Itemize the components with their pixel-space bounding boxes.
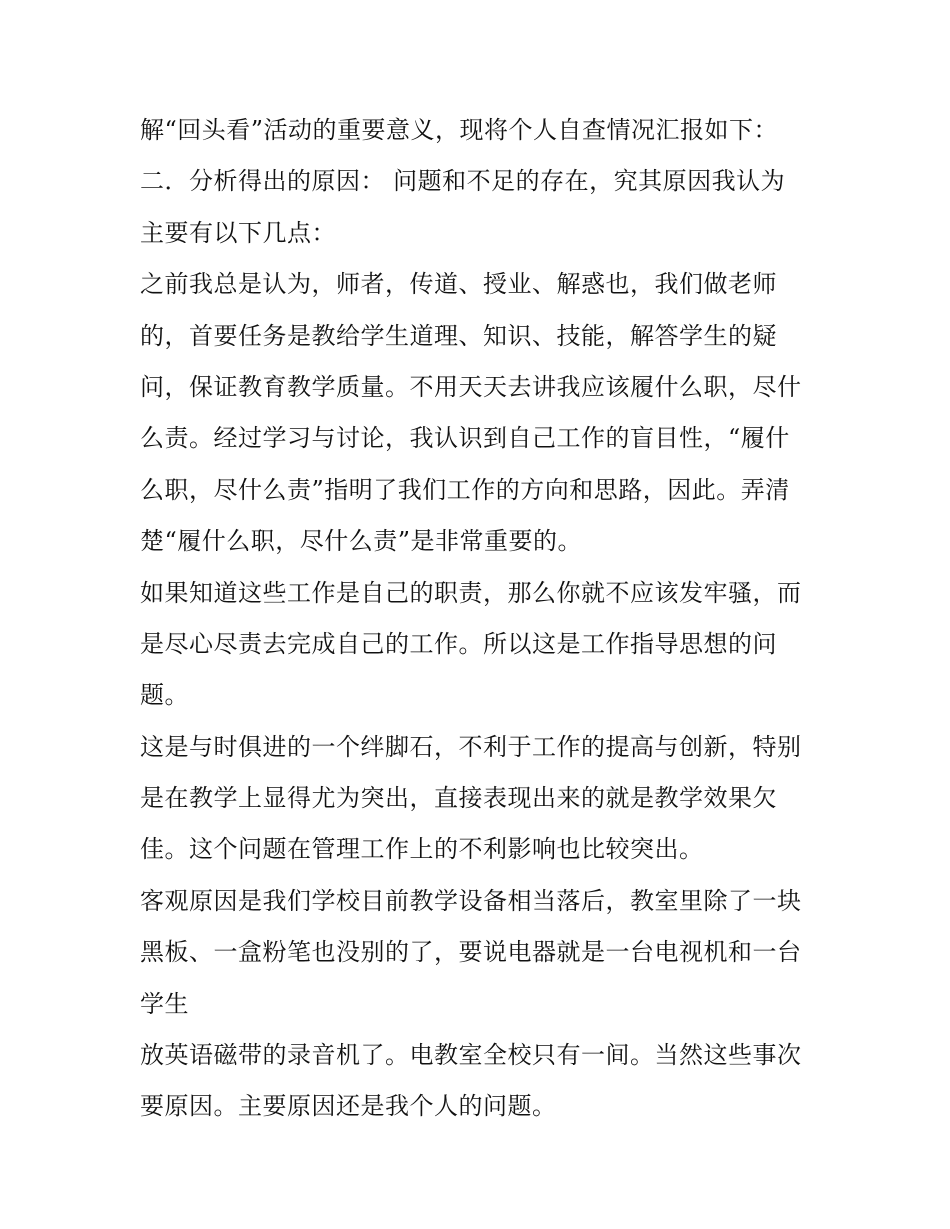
text-line: 解“回头看”活动的重要意义，现将个人自查情况汇报如下： bbox=[140, 116, 779, 144]
text-line: 放英语磁带的录音机了。电教室全校只有一间。当然这些事次 bbox=[140, 1041, 802, 1070]
text-line: 是尽心尽责去完成自己的工作。所以这是工作指导思想的问 bbox=[140, 629, 777, 658]
text-line: 学生 bbox=[140, 989, 189, 1018]
text-line: 佳。这个问题在管理工作上的不利影响也比较突出。 bbox=[140, 835, 704, 864]
text-line: 二．分析得出的原因： 问题和不足的存在，究其原因我认为 bbox=[140, 167, 786, 196]
text-line: 么职，尽什么责”指明了我们工作的方向和思路，因此。弄清 bbox=[140, 475, 790, 504]
text-line: 之前我总是认为，师者，传道、授业、解惑也，我们做老师 bbox=[140, 270, 777, 299]
document-body bbox=[140, 105, 820, 1133]
text-line: 是在教学上显得尤为突出，直接表现出来的就是教学效果欠 bbox=[140, 784, 777, 813]
text-line: 么责。经过学习与讨论，我认识到自己工作的盲目性，“履什 bbox=[140, 424, 790, 453]
text-line: 的，首要任务是教给学生道理、知识、技能，解答学生的疑 bbox=[140, 321, 777, 350]
text-line: 楚“履什么职，尽什么责”是非常重要的。 bbox=[140, 527, 583, 556]
text-line: 题。 bbox=[140, 681, 189, 710]
text-line: 如果知道这些工作是自己的职责，那么你就不应该发牢骚，而 bbox=[140, 578, 802, 607]
text-line: 问，保证教育教学质量。不用天天去讲我应该履什么职，尽什 bbox=[140, 372, 802, 401]
text-line: 主要有以下几点： bbox=[140, 218, 336, 247]
text-line: 要原因。主要原因还是我个人的问题。 bbox=[140, 1092, 557, 1121]
text-line: 这是与时俱进的一个绊脚石，不利于工作的提高与创新，特别 bbox=[140, 732, 802, 761]
text-line: 客观原因是我们学校目前教学设备相当落后，教室里除了一块 bbox=[140, 886, 802, 915]
text-line: 黑板、一盒粉笔也没别的了，要说电器就是一台电视机和一台 bbox=[140, 938, 802, 967]
